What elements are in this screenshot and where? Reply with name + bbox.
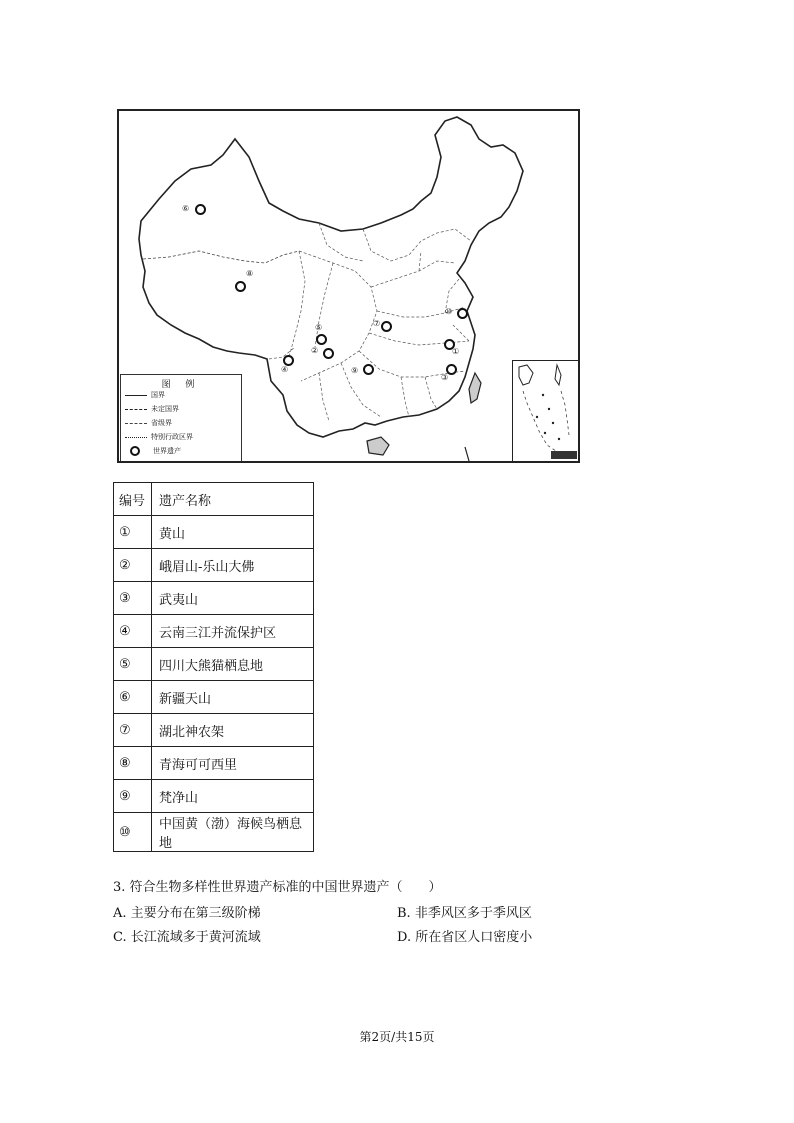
dotted-line-icon: [125, 437, 147, 438]
heritage-site-2-label: ②: [311, 346, 319, 355]
row-number: ⑦: [114, 714, 152, 747]
south-china-sea-inset: [512, 360, 580, 462]
row-name: 云南三江并流保护区: [152, 615, 314, 648]
heritage-site-10-label: ⑩: [445, 307, 453, 316]
map-legend: [120, 374, 242, 462]
row-number: ⑨: [114, 780, 152, 813]
table-row: [114, 813, 314, 852]
row-number: ②: [114, 549, 152, 582]
table-row: [114, 681, 314, 714]
row-number: ⑥: [114, 681, 152, 714]
option-c[interactable]: C. 长江流域多于黄河流域: [113, 930, 261, 945]
row-number: ⑧: [114, 747, 152, 780]
legend-item-province-boundary: 省级界: [125, 418, 172, 430]
header-name: 遗产名称: [152, 483, 314, 516]
heritage-site-8-marker: [235, 281, 246, 292]
thin-dash-line-icon: [125, 423, 147, 424]
option-b[interactable]: B. 非季风区多于季风区: [397, 906, 532, 921]
xinjiang-tibet-boundary: [143, 251, 299, 263]
heritage-site-7-label: ⑦: [373, 319, 381, 328]
solid-line-icon: [125, 395, 147, 396]
row-name: 武夷山: [152, 582, 314, 615]
legend-item-world-heritage: 世界遗产: [125, 446, 181, 458]
heritage-site-6-label: ⑥: [182, 204, 190, 213]
table-row: [114, 549, 314, 582]
row-number: ⑩: [114, 813, 152, 852]
heritage-site-7-marker: [381, 321, 392, 332]
heritage-site-9-label: ⑨: [351, 366, 359, 375]
south-china-sea-islands-map: [513, 361, 579, 461]
table-row: [114, 615, 314, 648]
dash-line-icon: [125, 409, 147, 410]
heritage-site-10-marker: [457, 308, 468, 319]
taiwan-island: [469, 373, 481, 403]
south-arrow-mark: [465, 447, 469, 461]
heritage-site-8-label: ⑧: [246, 269, 254, 278]
heritage-site-4-label: ④: [281, 365, 289, 374]
header-number: 编号: [114, 483, 152, 516]
legend-item-undetermined-boundary: 未定国界: [125, 404, 179, 416]
heritage-site-6-marker: [195, 204, 206, 215]
heritage-site-1-label: ①: [452, 347, 460, 356]
china-world-heritage-map: [117, 109, 580, 463]
row-name: 四川大熊猫栖息地: [152, 648, 314, 681]
table-row: [114, 582, 314, 615]
heritage-site-9-marker: [363, 364, 374, 375]
row-name: 峨眉山-乐山大佛: [152, 549, 314, 582]
row-name: 黄山: [152, 516, 314, 549]
table-row: [114, 648, 314, 681]
row-name: 中国黄（渤）海候鸟栖息地: [152, 813, 314, 852]
row-name: 新疆天山: [152, 681, 314, 714]
legend-item-national-boundary: 国界: [125, 390, 165, 402]
heritage-site-3-label: ③: [441, 373, 449, 382]
heritage-site-5-marker: [316, 334, 327, 345]
page-number-footer: 第2页/共15页: [359, 1030, 435, 1044]
circle-icon: [130, 446, 140, 456]
table-row: [114, 714, 314, 747]
question-3-text: 3. 符合生物多样性世界遗产标准的中国世界遗产（ ）: [113, 880, 442, 895]
option-d[interactable]: D. 所在省区人口密度小: [397, 930, 533, 945]
inner-provinces-boundaries: [269, 223, 471, 421]
heritage-table: [113, 482, 314, 852]
table-row: [114, 780, 314, 813]
row-number: ④: [114, 615, 152, 648]
row-name: 青海可可西里: [152, 747, 314, 780]
heritage-site-2-marker: [323, 348, 334, 359]
table-row: [114, 747, 314, 780]
option-a[interactable]: A. 主要分布在第三级阶梯: [113, 906, 261, 921]
row-name: 梵净山: [152, 780, 314, 813]
table-header-row: [114, 483, 314, 516]
heritage-site-5-label: ⑤: [315, 323, 323, 332]
row-number: ⑤: [114, 648, 152, 681]
table-row: [114, 516, 314, 549]
row-number: ③: [114, 582, 152, 615]
legend-item-sar-boundary: 特别行政区界: [125, 432, 193, 444]
row-name: 湖北神农架: [152, 714, 314, 747]
hainan-island: [367, 437, 389, 455]
row-number: ①: [114, 516, 152, 549]
legend-title: 图 例: [161, 380, 201, 390]
